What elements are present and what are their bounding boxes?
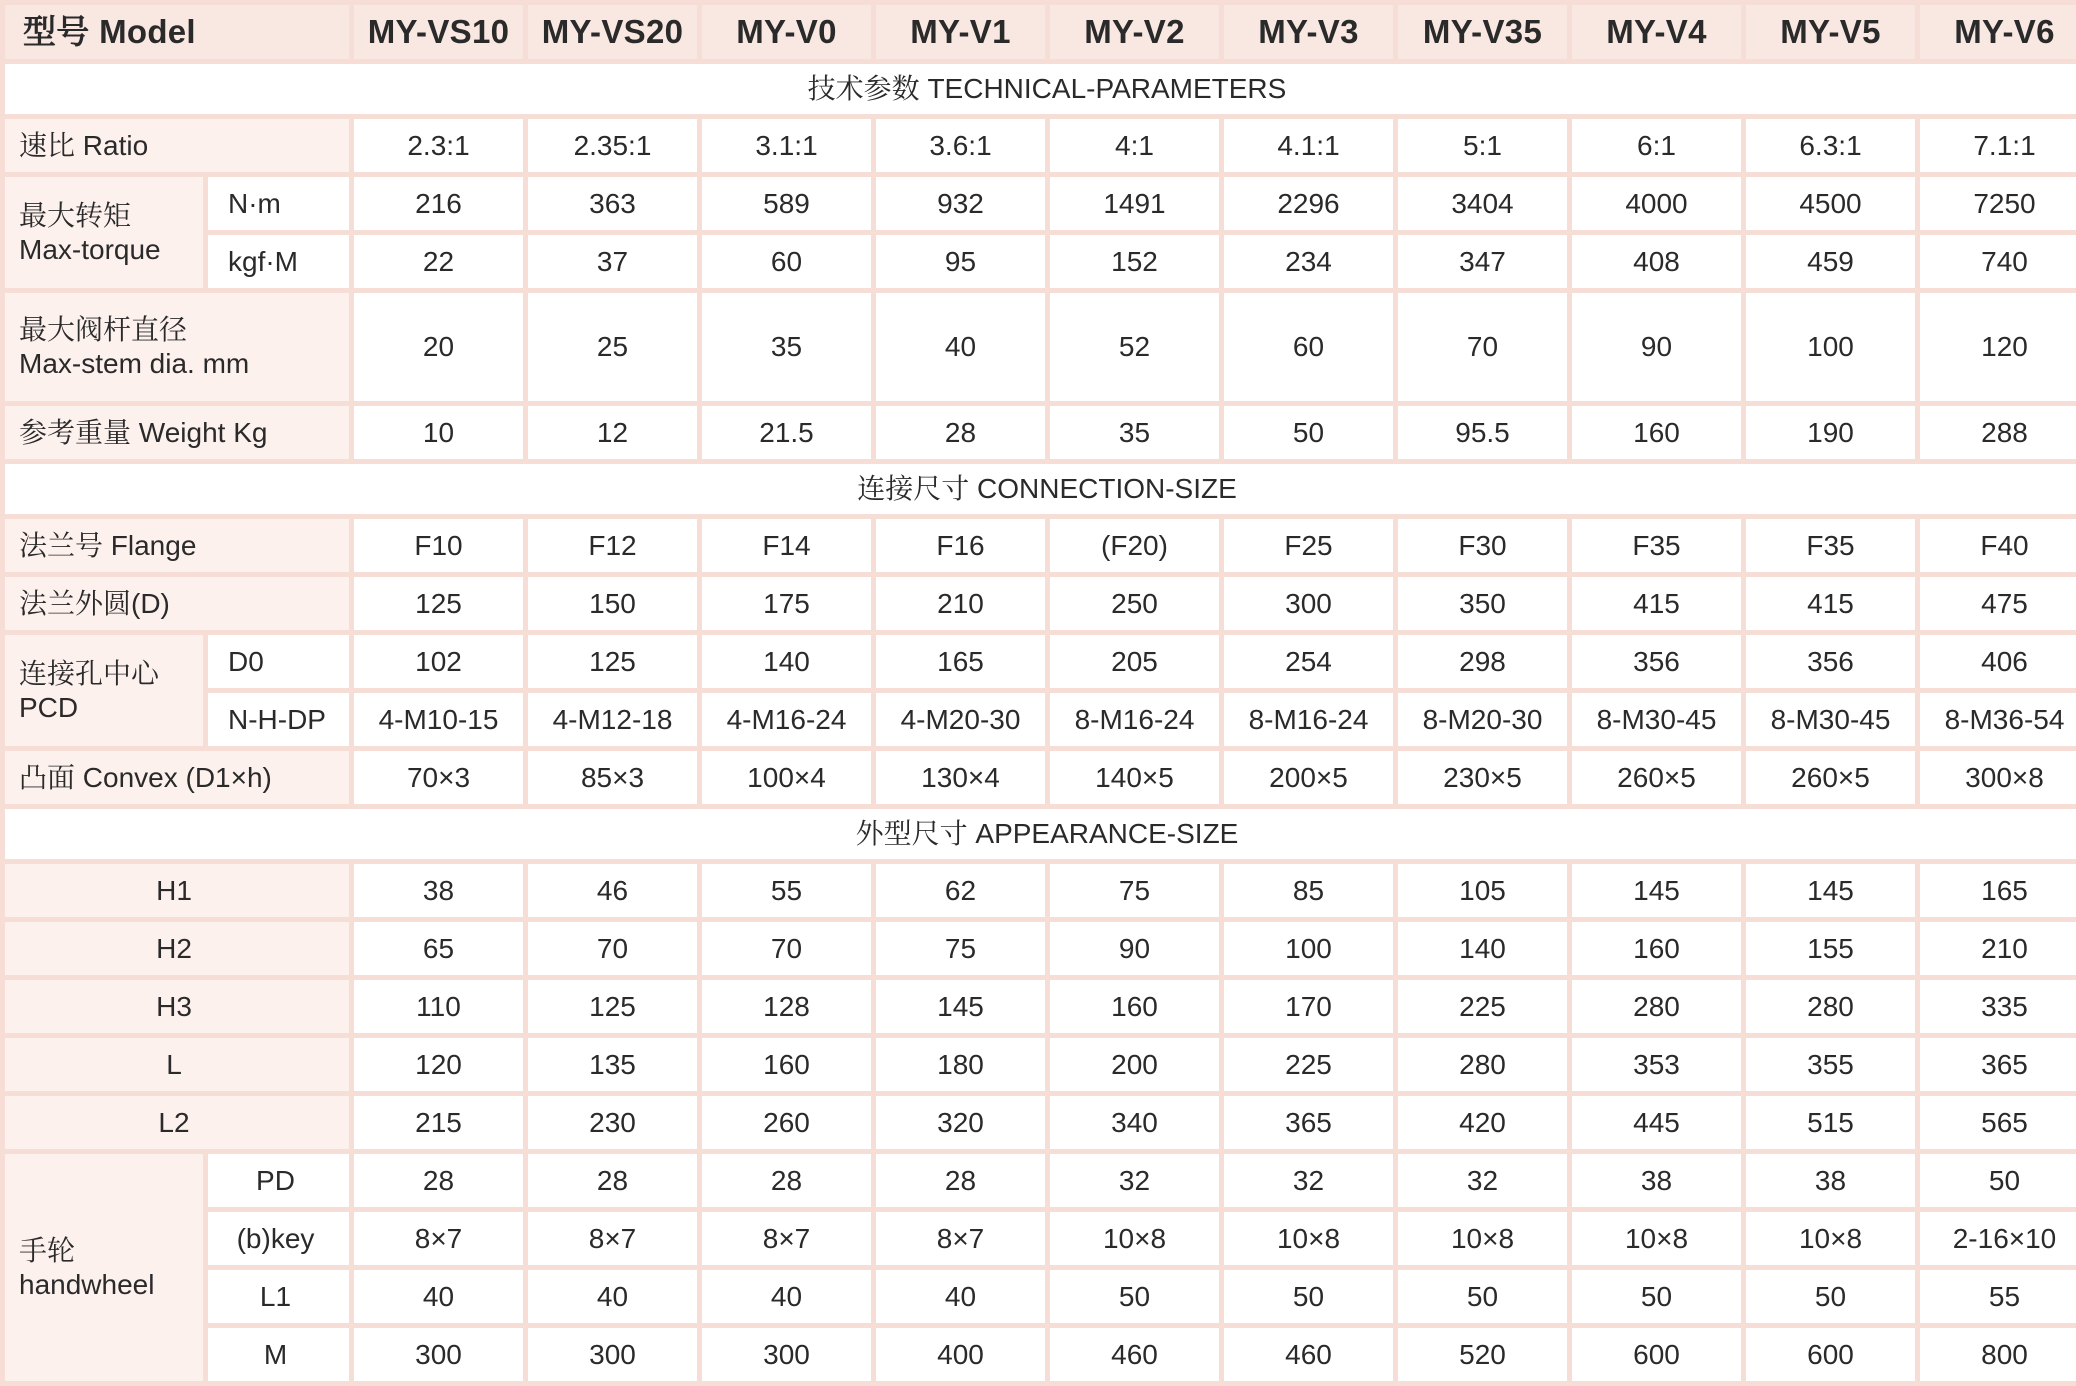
table-cell: 5:1	[1398, 119, 1567, 172]
table-cell: 145	[1572, 864, 1741, 917]
table-cell: 4-M16-24	[702, 693, 871, 746]
table-cell: 234	[1224, 235, 1393, 288]
table-cell: 35	[702, 293, 871, 401]
table-cell: 320	[876, 1096, 1045, 1149]
table-cell: 120	[354, 1038, 523, 1091]
table-cell: 3.6:1	[876, 119, 1045, 172]
table-cell: 155	[1746, 922, 1915, 975]
table-cell: 25	[528, 293, 697, 401]
table-cell: 170	[1224, 980, 1393, 1033]
table-cell: 32	[1398, 1154, 1567, 1207]
table-cell: 6:1	[1572, 119, 1741, 172]
table-cell: 8-M30-45	[1746, 693, 1915, 746]
row-label-en: PCD	[19, 691, 79, 723]
table-cell: 10×8	[1224, 1212, 1393, 1265]
table-cell: 800	[1920, 1328, 2076, 1381]
table-cell: 4-M10-15	[354, 693, 523, 746]
row-label-pcd	[5, 635, 203, 746]
table-cell: 50	[1224, 406, 1393, 459]
table-cell: 21.5	[702, 406, 871, 459]
table-cell: 125	[528, 635, 697, 688]
table-cell: 85×3	[528, 751, 697, 804]
section-title-appearance: 外型尺寸 APPEARANCE-SIZE	[5, 809, 2076, 859]
model-name: MY-V35	[1398, 5, 1567, 59]
table-cell: 70	[1398, 293, 1567, 401]
section-title-technical: 技术参数 TECHNICAL-PARAMETERS	[5, 64, 2076, 114]
table-cell: 600	[1572, 1328, 1741, 1381]
table-cell: 8-M30-45	[1572, 693, 1741, 746]
table-cell: 62	[876, 864, 1045, 917]
table-cell: 55	[702, 864, 871, 917]
row-label: 参考重量 Weight Kg	[5, 406, 349, 459]
sub-label: L1	[208, 1270, 349, 1323]
table-cell: 95	[876, 235, 1045, 288]
table-cell: 260×5	[1746, 751, 1915, 804]
table-cell: 254	[1224, 635, 1393, 688]
table-cell: 110	[354, 980, 523, 1033]
table-cell: 38	[1746, 1154, 1915, 1207]
table-cell: 216	[354, 177, 523, 230]
table-cell: 280	[1398, 1038, 1567, 1091]
table-cell: 350	[1398, 577, 1567, 630]
section-row	[5, 809, 2076, 859]
table-cell: 347	[1398, 235, 1567, 288]
table-cell: 125	[354, 577, 523, 630]
table-cell: 300	[354, 1328, 523, 1381]
table-cell: 100	[1224, 922, 1393, 975]
table-cell: 225	[1398, 980, 1567, 1033]
table-cell: 160	[1050, 980, 1219, 1033]
table-cell: 37	[528, 235, 697, 288]
table-cell: 459	[1746, 235, 1915, 288]
table-cell: 520	[1398, 1328, 1567, 1381]
table-cell: 28	[876, 1154, 1045, 1207]
table-cell: 70×3	[354, 751, 523, 804]
table-cell: 22	[354, 235, 523, 288]
table-cell: 10	[354, 406, 523, 459]
model-name: MY-VS10	[354, 5, 523, 59]
table-cell: 600	[1746, 1328, 1915, 1381]
table-row-handwheel-l1	[5, 1270, 2076, 1323]
row-label-en: Max-stem dia. mm	[19, 348, 250, 379]
table-cell: F16	[876, 519, 1045, 572]
table-cell: 4-M20-30	[876, 693, 1045, 746]
table-cell: 365	[1920, 1038, 2076, 1091]
table-cell: 90	[1050, 922, 1219, 975]
table-cell: 215	[354, 1096, 523, 1149]
table-cell: 102	[354, 635, 523, 688]
table-cell: 4-M12-18	[528, 693, 697, 746]
table-cell: 20	[354, 293, 523, 401]
table-cell: 152	[1050, 235, 1219, 288]
table-row-handwheel-key	[5, 1212, 2076, 1265]
table-cell: 210	[876, 577, 1045, 630]
table-cell: 932	[876, 177, 1045, 230]
row-label-cn: 手轮	[19, 1234, 76, 1266]
table-cell: 356	[1572, 635, 1741, 688]
table-cell: 50	[1050, 1270, 1219, 1323]
table-cell: 210	[1920, 922, 2076, 975]
sub-label: kgf·M	[208, 235, 349, 288]
table-cell: 35	[1050, 406, 1219, 459]
table-cell: 38	[354, 864, 523, 917]
table-cell: 6.3:1	[1746, 119, 1915, 172]
table-cell: 50	[1572, 1270, 1741, 1323]
table-cell: 7.1:1	[1920, 119, 2076, 172]
table-cell: 28	[702, 1154, 871, 1207]
table-cell: 10×8	[1572, 1212, 1741, 1265]
row-label-cn: 最大转矩	[19, 199, 132, 231]
table-row-handwheel-pd	[5, 1154, 2076, 1207]
table-row-h2	[5, 922, 2076, 975]
table-cell: 740	[1920, 235, 2076, 288]
model-name: MY-V0	[702, 5, 871, 59]
table-cell: 2.35:1	[528, 119, 697, 172]
table-cell: 160	[1572, 922, 1741, 975]
table-cell: 2296	[1224, 177, 1393, 230]
sub-label: (b)key	[208, 1212, 349, 1265]
row-label-en: handwheel	[19, 1268, 155, 1300]
sub-label: PD	[208, 1154, 349, 1207]
table-cell: 165	[876, 635, 1045, 688]
table-cell: 7250	[1920, 177, 2076, 230]
row-label: H2	[5, 922, 349, 975]
sub-label: N-H-DP	[208, 693, 349, 746]
table-cell: 90	[1572, 293, 1741, 401]
table-cell: 260×5	[1572, 751, 1741, 804]
table-cell: 4500	[1746, 177, 1915, 230]
table-cell: 145	[876, 980, 1045, 1033]
table-cell: 445	[1572, 1096, 1741, 1149]
table-cell: 4.1:1	[1224, 119, 1393, 172]
table-cell: 10×8	[1746, 1212, 1915, 1265]
table-row-stem	[5, 293, 2076, 401]
table-cell: 140×5	[1050, 751, 1219, 804]
table-cell: 400	[876, 1328, 1045, 1381]
table-cell: 75	[1050, 864, 1219, 917]
table-cell: 260	[702, 1096, 871, 1149]
table-cell: 128	[702, 980, 871, 1033]
row-label: 法兰外圆(D)	[5, 577, 349, 630]
table-cell: 565	[1920, 1096, 2076, 1149]
table-row-weight	[5, 406, 2076, 459]
table-cell: 125	[528, 980, 697, 1033]
table-cell: 250	[1050, 577, 1219, 630]
table-cell: 8×7	[876, 1212, 1045, 1265]
row-label-torque	[5, 177, 203, 288]
table-row-torque-kgf	[5, 235, 2076, 288]
table-cell: 8-M16-24	[1224, 693, 1393, 746]
table-cell: 356	[1746, 635, 1915, 688]
table-cell: 475	[1920, 577, 2076, 630]
table-cell: 8-M20-30	[1398, 693, 1567, 746]
table-cell: F10	[354, 519, 523, 572]
table-cell: 55	[1920, 1270, 2076, 1323]
table-cell: 38	[1572, 1154, 1741, 1207]
table-cell: 40	[528, 1270, 697, 1323]
table-row-flange-d	[5, 577, 2076, 630]
table-cell: 12	[528, 406, 697, 459]
model-name: MY-V1	[876, 5, 1045, 59]
table-cell: 140	[1398, 922, 1567, 975]
table-row-handwheel-m	[5, 1328, 2076, 1381]
table-cell: 70	[528, 922, 697, 975]
table-cell: 3.1:1	[702, 119, 871, 172]
table-cell: 100×4	[702, 751, 871, 804]
table-cell: 85	[1224, 864, 1393, 917]
table-cell: 230×5	[1398, 751, 1567, 804]
table-cell: 50	[1920, 1154, 2076, 1207]
table-cell: 225	[1224, 1038, 1393, 1091]
table-row-pcd-nhdp	[5, 693, 2076, 746]
table-cell: 165	[1920, 864, 2076, 917]
table-cell: F30	[1398, 519, 1567, 572]
table-cell: 2.3:1	[354, 119, 523, 172]
model-name: MY-V6	[1920, 5, 2076, 59]
table-cell: 298	[1398, 635, 1567, 688]
model-name: MY-V2	[1050, 5, 1219, 59]
row-label: 法兰号 Flange	[5, 519, 349, 572]
table-row-convex	[5, 751, 2076, 804]
table-cell: 28	[354, 1154, 523, 1207]
table-cell: 355	[1746, 1038, 1915, 1091]
table-cell: 150	[528, 577, 697, 630]
table-cell: 589	[702, 177, 871, 230]
sub-label: M	[208, 1328, 349, 1381]
table-cell: 52	[1050, 293, 1219, 401]
model-name: MY-V4	[1572, 5, 1741, 59]
table-cell: 335	[1920, 980, 2076, 1033]
table-row-l	[5, 1038, 2076, 1091]
table-cell: 200	[1050, 1038, 1219, 1091]
table-cell: 95.5	[1398, 406, 1567, 459]
table-cell: 1491	[1050, 177, 1219, 230]
section-row	[5, 464, 2076, 514]
table-cell: 200×5	[1224, 751, 1393, 804]
table-cell: 406	[1920, 635, 2076, 688]
row-label-cn: 最大阀杆直径	[19, 314, 188, 346]
table-cell: 288	[1920, 406, 2076, 459]
row-label-en: Max-torque	[19, 233, 161, 265]
table-cell: 50	[1224, 1270, 1393, 1323]
table-cell: 8×7	[702, 1212, 871, 1265]
table-cell: 180	[876, 1038, 1045, 1091]
row-label-cn: 连接孔中心	[19, 657, 160, 689]
model-name: MY-VS20	[528, 5, 697, 59]
table-cell: 10×8	[1050, 1212, 1219, 1265]
table-cell: 100	[1746, 293, 1915, 401]
sub-label: D0	[208, 635, 349, 688]
table-cell: 420	[1398, 1096, 1567, 1149]
table-cell: 135	[528, 1038, 697, 1091]
table-cell: 160	[1572, 406, 1741, 459]
table-cell: 4:1	[1050, 119, 1219, 172]
table-cell: 60	[702, 235, 871, 288]
row-label: L2	[5, 1096, 349, 1149]
row-label: 速比 Ratio	[5, 119, 349, 172]
table-cell: F35	[1746, 519, 1915, 572]
table-cell: 363	[528, 177, 697, 230]
table-cell: 145	[1746, 864, 1915, 917]
table-cell: 10×8	[1398, 1212, 1567, 1265]
table-cell: 50	[1746, 1270, 1915, 1323]
row-label: 凸面 Convex (D1×h)	[5, 751, 349, 804]
table-cell: F12	[528, 519, 697, 572]
sub-label: N·m	[208, 177, 349, 230]
table-cell: 408	[1572, 235, 1741, 288]
table-row-torque-nm	[5, 177, 2076, 230]
section-row	[5, 64, 2076, 114]
table-cell: 140	[702, 635, 871, 688]
table-cell: 205	[1050, 635, 1219, 688]
table-cell: 353	[1572, 1038, 1741, 1091]
table-cell: 75	[876, 922, 1045, 975]
table-cell: 365	[1224, 1096, 1393, 1149]
table-cell: 70	[702, 922, 871, 975]
table-cell: 40	[876, 1270, 1045, 1323]
table-cell: 415	[1572, 577, 1741, 630]
model-name: MY-V5	[1746, 5, 1915, 59]
table-cell: 8×7	[354, 1212, 523, 1265]
table-cell: 460	[1224, 1328, 1393, 1381]
table-cell: 32	[1050, 1154, 1219, 1207]
table-cell: 65	[354, 922, 523, 975]
table-cell: 8-M36-54	[1920, 693, 2076, 746]
table-cell: 160	[702, 1038, 871, 1091]
row-label: L	[5, 1038, 349, 1091]
table-cell: 175	[702, 577, 871, 630]
table-row-flange	[5, 519, 2076, 572]
table-cell: 190	[1746, 406, 1915, 459]
table-cell: 50	[1398, 1270, 1567, 1323]
table-cell: 120	[1920, 293, 2076, 401]
table-cell: 32	[1224, 1154, 1393, 1207]
table-row-l2	[5, 1096, 2076, 1149]
table-cell: 230	[528, 1096, 697, 1149]
table-cell: 460	[1050, 1328, 1219, 1381]
table-cell: 300	[1224, 577, 1393, 630]
table-cell: 8-M16-24	[1050, 693, 1219, 746]
table-cell: 3404	[1398, 177, 1567, 230]
section-title-connection: 连接尺寸 CONNECTION-SIZE	[5, 464, 2076, 514]
table-cell: (F20)	[1050, 519, 1219, 572]
row-label: H3	[5, 980, 349, 1033]
table-cell: 40	[702, 1270, 871, 1323]
table-cell: 2-16×10	[1920, 1212, 2076, 1265]
model-label: 型号 Model	[5, 5, 349, 59]
row-label-handwheel	[5, 1154, 203, 1381]
table-cell: 4000	[1572, 177, 1741, 230]
row-label-stem	[5, 293, 349, 401]
table-row-ratio	[5, 119, 2076, 172]
table-cell: 340	[1050, 1096, 1219, 1149]
table-cell: 280	[1746, 980, 1915, 1033]
table-cell: 60	[1224, 293, 1393, 401]
table-cell: 415	[1746, 577, 1915, 630]
table-cell: 515	[1746, 1096, 1915, 1149]
table-cell: 300	[528, 1328, 697, 1381]
model-name: MY-V3	[1224, 5, 1393, 59]
table-cell: 300×8	[1920, 751, 2076, 804]
row-label: H1	[5, 864, 349, 917]
table-cell: F35	[1572, 519, 1741, 572]
table-cell: 28	[876, 406, 1045, 459]
table-cell: 28	[528, 1154, 697, 1207]
table-cell: F14	[702, 519, 871, 572]
table-cell: 40	[876, 293, 1045, 401]
table-cell: 280	[1572, 980, 1741, 1033]
header-row	[5, 5, 2076, 59]
table-cell: 40	[354, 1270, 523, 1323]
table-cell: 46	[528, 864, 697, 917]
table-cell: F40	[1920, 519, 2076, 572]
table-row-h1	[5, 864, 2076, 917]
table-cell: 8×7	[528, 1212, 697, 1265]
table-row-h3	[5, 980, 2076, 1033]
table-cell: F25	[1224, 519, 1393, 572]
table-row-pcd-d0	[5, 635, 2076, 688]
table-cell: 130×4	[876, 751, 1045, 804]
table-cell: 300	[702, 1328, 871, 1381]
table-cell: 105	[1398, 864, 1567, 917]
